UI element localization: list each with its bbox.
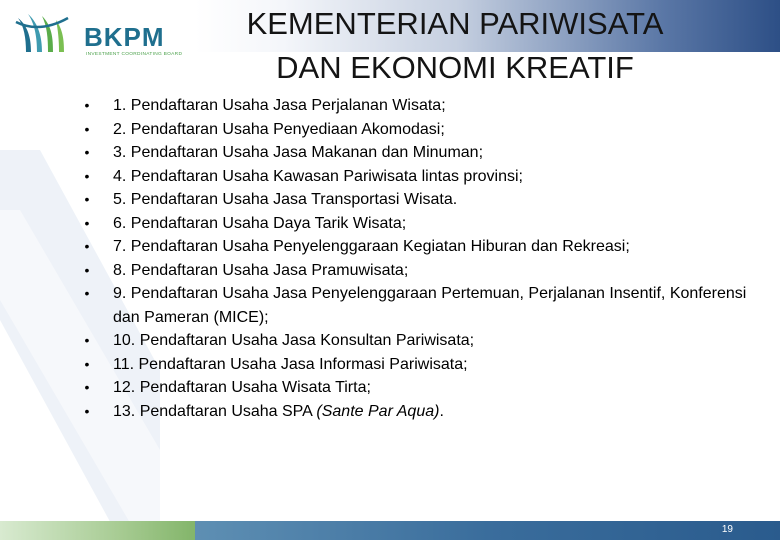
list-item-text: 11. Pendaftaran Usaha Jasa Informasi Pariwisata; bbox=[113, 355, 468, 373]
list-item bbox=[80, 94, 770, 118]
footer-bar bbox=[0, 521, 780, 540]
list-item bbox=[80, 259, 770, 283]
bkpm-logo bbox=[14, 10, 194, 60]
list-item-text: 12. Pendaftaran Usaha Wisata Tirta; bbox=[113, 379, 371, 396]
bkpm-leaf-logo-icon bbox=[14, 10, 70, 56]
page-number: 19 bbox=[721, 524, 733, 535]
bullet-icon: • bbox=[84, 355, 90, 372]
list-item-text-prefix: 13. Pendaftaran Usaha SPA bbox=[113, 402, 317, 420]
list-item bbox=[80, 353, 770, 377]
list-item bbox=[80, 329, 770, 353]
bullet-icon: • bbox=[84, 285, 90, 301]
list-item bbox=[80, 165, 770, 189]
list-item bbox=[80, 400, 770, 424]
bullet-icon: • bbox=[84, 97, 90, 113]
list-item bbox=[80, 141, 770, 165]
list-item-text: 10. Pendaftaran Usaha Jasa Konsultan Pariwisata; bbox=[113, 332, 475, 349]
list-item bbox=[80, 188, 770, 212]
bullet-icon: • bbox=[84, 238, 90, 254]
bullet-icon: • bbox=[84, 120, 90, 137]
title-line-2: DAN EKONOMI KREATIF bbox=[276, 50, 634, 85]
list-item bbox=[80, 235, 770, 259]
list-item-text: 2. Pendaftaran Usaha Penyediaan Akomodasi; bbox=[113, 120, 445, 138]
bullet-icon: • bbox=[84, 214, 90, 231]
list-item-text: 9. Pendaftaran Usaha Jasa Penyelenggaraan Pertemuan, Perjalanan Insentif, Konferensi dan Pameran (MICE); bbox=[113, 285, 747, 326]
list-item bbox=[80, 212, 770, 236]
bullet-icon: • bbox=[84, 379, 90, 395]
bullet-icon: • bbox=[84, 191, 90, 207]
list-item-text: 5. Pendaftaran Usaha Jasa Transportasi Wisata. bbox=[113, 191, 458, 208]
list-item-text: 8. Pendaftaran Usaha Jasa Pramuwisata; bbox=[113, 261, 409, 279]
logo-text: BKPM bbox=[84, 22, 165, 52]
logo-subtitle: INVESTMENT COORDINATING BOARD bbox=[86, 52, 183, 57]
list-item-text: 3. Pendaftaran Usaha Jasa Makanan dan Minuman; bbox=[113, 144, 484, 161]
page-title bbox=[225, 2, 685, 90]
list-item-text: 6. Pendaftaran Usaha Daya Tarik Wisata; bbox=[113, 214, 407, 232]
footer-blue-segment bbox=[195, 521, 780, 540]
footer-green-segment bbox=[0, 521, 195, 540]
list-item bbox=[80, 118, 770, 142]
title-line-1: KEMENTERIAN PARIWISATA bbox=[246, 6, 664, 41]
bullet-icon: • bbox=[84, 167, 90, 184]
list-item-text: 7. Pendaftaran Usaha Penyelenggaraan Kegiatan Hiburan dan Rekreasi; bbox=[113, 238, 630, 255]
list-item-text: 4. Pendaftaran Usaha Kawasan Pariwisata lintas provinsi; bbox=[113, 167, 523, 185]
list-item-text: 1. Pendaftaran Usaha Jasa Perjalanan Wisata; bbox=[113, 97, 446, 114]
registration-list bbox=[80, 94, 770, 423]
bullet-icon: • bbox=[84, 332, 90, 348]
list-item bbox=[80, 282, 770, 329]
list-item-text-suffix: . bbox=[439, 402, 444, 420]
bullet-icon: • bbox=[84, 144, 90, 160]
bullet-icon: • bbox=[84, 402, 90, 419]
bullet-icon: • bbox=[84, 261, 90, 278]
list-item-text-italic: (Sante Par Aqua) bbox=[316, 402, 440, 420]
list-item bbox=[80, 376, 770, 400]
